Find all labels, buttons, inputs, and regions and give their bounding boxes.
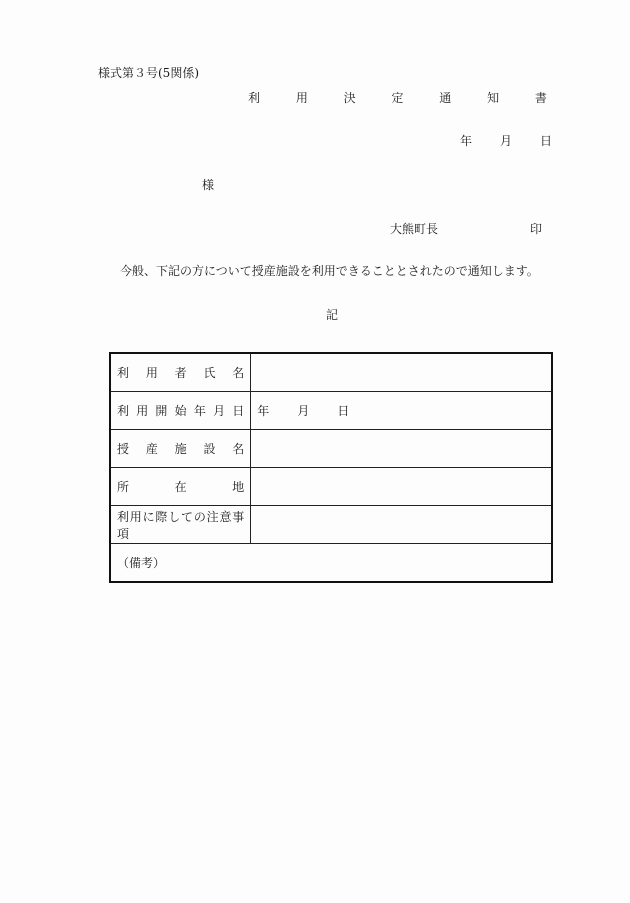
date-year: 年 xyxy=(460,134,473,148)
table-row xyxy=(110,468,552,506)
location-field[interactable] xyxy=(251,468,552,506)
seal-mark: 印 xyxy=(530,222,543,236)
issuer-name: 大熊町長 xyxy=(390,222,439,236)
notice-text: 今般、下記の方について授産施設を利用できることとされたので通知します。 xyxy=(120,264,539,278)
issue-date xyxy=(460,132,552,149)
remarks-label: （備考） xyxy=(117,556,166,570)
start-date-day: 日 xyxy=(337,404,350,418)
location-label: 所 在 地 xyxy=(110,468,251,506)
table-row xyxy=(110,353,552,392)
start-date-month: 月 xyxy=(297,404,310,418)
user-name-label: 利 用 者 氏 名 xyxy=(110,353,251,392)
table-row xyxy=(110,544,552,583)
form-table xyxy=(109,352,553,583)
table-row xyxy=(110,430,552,468)
table-row xyxy=(110,392,552,430)
addressee-suffix: 様 xyxy=(202,178,215,192)
facility-name-label: 授 産 施 設 名 xyxy=(110,430,251,468)
document-title: 利 用 決 定 通 知 書 xyxy=(248,91,563,105)
form-number: 様式第３号(5関係) xyxy=(98,66,199,80)
remarks-area[interactable] xyxy=(110,544,552,583)
user-name-field[interactable] xyxy=(251,353,552,392)
facility-name-field[interactable] xyxy=(251,430,552,468)
start-date-field[interactable] xyxy=(251,392,552,430)
start-date-label: 利用開始年月日 xyxy=(110,392,251,430)
date-day: 日 xyxy=(540,134,553,148)
table-row xyxy=(110,506,552,544)
start-date-year: 年 xyxy=(257,404,270,418)
ki-heading: 記 xyxy=(326,308,339,322)
notes-field[interactable] xyxy=(251,506,552,544)
date-month: 月 xyxy=(500,134,513,148)
notes-label: 利用に際しての注意事項 xyxy=(110,506,251,544)
